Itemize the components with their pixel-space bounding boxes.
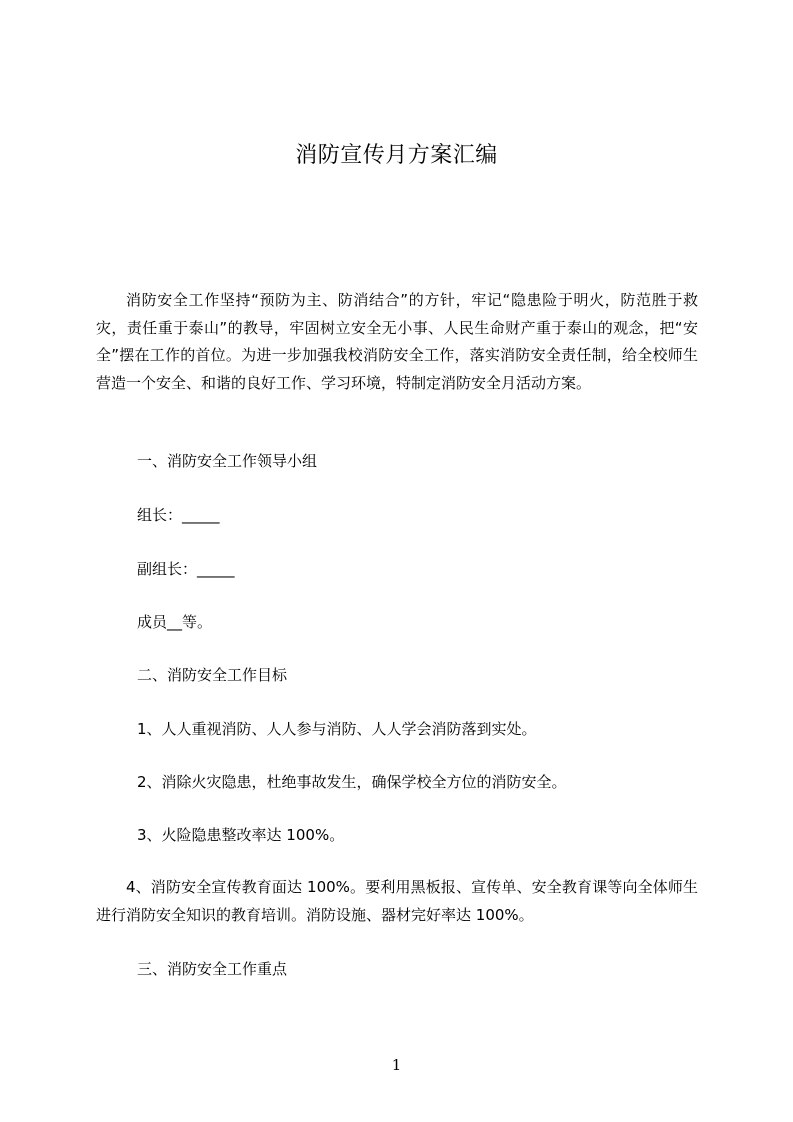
deputy-leader-line: 副组长：_____ — [137, 560, 235, 578]
goal-item-2: 2、消除火灾隐患，杜绝事故发生，确保学校全方位的消防安全。 — [137, 773, 567, 791]
goal-item-1: 1、人人重视消防、人人参与消防、人人学会消防落到实处。 — [137, 720, 537, 738]
section-heading-goals: 二、消防安全工作目标 — [137, 666, 288, 684]
goal-item-4: 4、消防安全宣传教育面达 100%。要利用黑板报、宣传单、安全教育课等向全体师生进行消防安全知识的教育培训。消防设施、器材完好率达 100%。 — [96, 878, 698, 924]
group-leader-line: 组长：_____ — [137, 506, 220, 524]
goal-item-3: 3、火险隐患整改率达 100%。 — [137, 826, 345, 844]
section-heading-key-points: 三、消防安全工作重点 — [137, 960, 288, 978]
section-heading-leadership-group: 一、消防安全工作领导小组 — [137, 452, 318, 470]
members-line: 成员__等。 — [137, 613, 213, 631]
document-title: 消防宣传月方案汇编 — [295, 143, 498, 168]
page-number: 1 — [391, 1056, 402, 1074]
intro-paragraph: 消防安全工作坚持“预防为主、防消结合”的方针，牢记“隐患险于明火，防范胜于救灾，责任重于泰山”的教导，牢固树立安全无小事、人民生命财产重于泰山的观念，把“安全”摆在工作的首位。为进一步加强我校消防安全工作，落实消防安全责任制，给全校师生营造一个安全、和谐的良好工作、学习环境，特制定消防安全月活动方案。 — [96, 291, 698, 392]
